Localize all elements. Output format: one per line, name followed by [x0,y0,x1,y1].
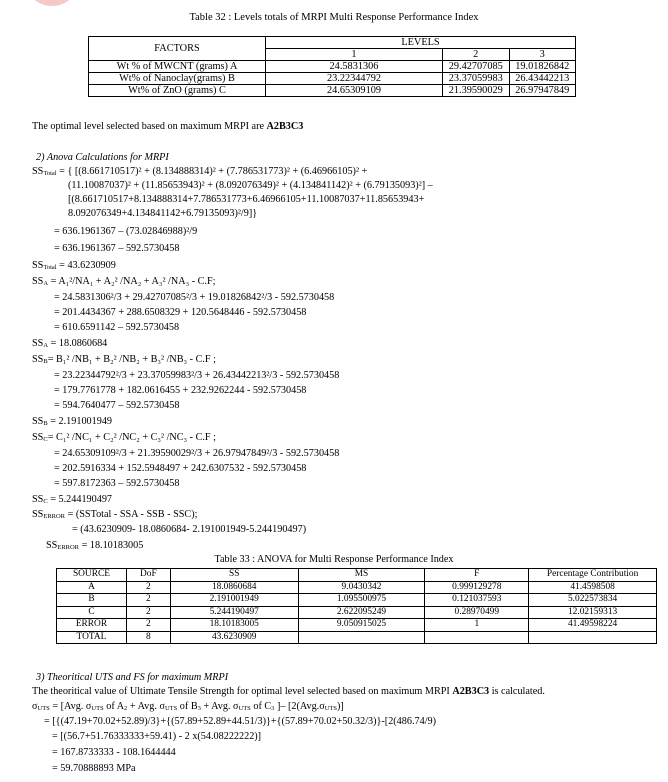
optimal-text: The optimal level selected based on maximum MRPI are [32,121,264,132]
optimal-level-statement [32,121,303,133]
section2-heading: 2) Anova Calculations for MRPI [36,152,169,163]
ss-total-line-4: 8.092076349+4.134841142+6.79135093)²/9]} [68,208,258,219]
ss-total-line-5: = 636.1961367 – (73.02846988)²/9 [54,226,198,237]
column-header: Percentage Contribution [529,569,657,582]
ss-b-line-3: = 179.7761778 + 182.0616455 + 232.9262244 - 592.5730458 [54,385,307,396]
table-row: C 2 5.244190497 2.622095249 0.28970499 12.02159313 [57,606,657,619]
ss-total-line-3: [(8.661710517+8.134888314+7.786531773+6.46966105+11.10087037+11.85653943+ [68,194,425,205]
table-row [89,73,576,85]
level-number: 3 [509,49,576,61]
ss-b-line-2: = 23.22344792²/3 + 23.37059983²/3 + 26.43442213²/3 - 592.5730458 [54,370,340,381]
column-header: MS [298,569,425,582]
table-row [89,61,576,73]
journal-logo-fragment [24,0,80,6]
value-cell: 24.5831306 [266,61,443,73]
section3-heading: 3) Theoritical UTS and FS for maximum MRPI [36,672,229,683]
ss-b-result: $SS_B = 2.191001949$ [32,416,113,427]
uts-line-3: = 167.8733333 - 108.1644444 [52,747,176,758]
ss-error-line-2: = (43.6230909- 18.0860684- 2.191001949-5.244190497) [72,524,307,535]
table-row: ERROR 2 18.10183005 9.050915025 1 41.49598224 [57,619,657,632]
value-cell: 19.01826842 [509,61,576,73]
uts-line-1: = [{(47.19+70.02+52.89)/3}+{(57.89+52.89+44.51/3)}+{(57.89+70.02+50.32/3)}-[2(486.74/9) [44,716,437,727]
value-cell: 24.65309109 [266,85,443,97]
theory-statement: The theoritical value of Ultimate Tensile Strength for optimal level selected based on maximum MRPI A2B3C3 is calculated. [32,686,545,697]
levels-header: LEVELS [266,37,576,49]
uts-formula: $\sigma_{UTS} = [Avg$. $\sigma_{UTS}$ of $A_2$ + Avg. $\sigma_{UTS}$ of $B_3$ + Avg. $\sigma_{UTS}$ of $C_3$ ]– $[2(Avg.\sigma_{UTS})]$ [32,701,344,712]
ss-total-result: $SS_{Total} = 43.6230909$ [32,260,116,271]
table-row: A 2 18.0860684 9.0430342 0.999129278 41.4598508 [57,581,657,594]
table-row: B 2 2.191001949 1.095500975 0.121037593 5.022573834 [57,594,657,607]
ss-c-result: $SS_C = 5.244190497$ [32,494,113,505]
value-cell: 21.39590029 [443,85,510,97]
table-row: TOTAL 8 43.6230909 [57,631,657,644]
uts-result: = 59.70888893 MPa [52,763,136,774]
ss-error-result: $SS_{ERROR} = 18.10183005$ [46,540,144,551]
ss-c-line-3: = 202.5916334 + 152.5948497 + 242.6307532 - 592.5730458 [54,463,307,474]
ss-b-line-4: = 594.7640477 – 592.5730458 [54,400,180,411]
ss-a-line-3: = 201.4434367 + 288.6508329 + 120.5648446 - 592.5730458 [54,307,307,318]
uts-line-2: = [(56.7+51.76333333+59.41) - 2 x(54.08222222)] [52,731,262,742]
ss-total-line-1: $SS_{Total}$ = { [(8.661710517)² + (8.134888314)² + (7.786531773)² + (6.46966105)² + [32,166,368,177]
column-header: F [425,569,529,582]
ss-a-result: $SS_A = 18.0860684$ [32,338,108,349]
ss-c-line-2: = 24.65309109²/3 + 21.39590029²/3 + 26.97947849²/3 - 592.5730458 [54,448,340,459]
ss-c-line-1: $SS_C= C_1^2$ /NC₁ + C₂² /NC₂ + C₃² /NC₃ - C.F ; [32,432,216,443]
ss-error-line-1: $SS_{ERROR}$ = (SSTotal - SSA - SSB - SSC); [32,509,198,520]
optimal-value: A2B3C3 [266,121,304,132]
ss-c-line-4: = 597.8172363 – 592.5730458 [54,478,180,489]
value-cell: 29.42707085 [443,61,510,73]
factors-header: FACTORS [89,37,266,61]
table-header-row [57,569,657,582]
level-number: 1 [266,49,443,61]
value-cell: 23.37059983 [443,73,510,85]
table33-caption: Table 33 : ANOVA for Multi Response Performance Index [214,554,454,565]
ss-total-line-2: (11.10087037)² + (11.85653943)² + (8.092076349)² + (4.134841142)² + (6.79135093)²] – [68,180,433,191]
table33-anova [56,568,657,644]
table32-levels-totals [88,36,576,97]
ss-a-line-4: = 610.6591142 – 592.5730458 [54,322,180,333]
factor-cell: Wt% of ZnO (grams) C [89,85,266,97]
ss-a-line-1: $SS_A = A_1^2/NA_1 + A_2^2$ /NA₂ + A₃² /NA₃ - C.F; [32,276,216,287]
column-header: SS [170,569,298,582]
table-row [89,85,576,97]
value-cell: 26.97947849 [509,85,576,97]
value-cell: 23.22344792 [266,73,443,85]
ss-b-line-1: $SS_B= B_1^2$ /NB₁ + B₂² /NB₂ + B₃² /NB₃ - C.F ; [32,354,216,365]
column-header: DoF [126,569,170,582]
value-cell: 26.43442213 [509,73,576,85]
ss-a-line-2: = 24.5831306²/3 + 29.42707085²/3 + 19.01826842²/3 - 592.5730458 [54,292,335,303]
column-header: SOURCE [57,569,127,582]
table32-caption: Table 32 : Levels totals of MRPI Multi Response Performance Index [189,12,479,23]
factor-cell: Wt% of Nanoclay(grams) B [89,73,266,85]
ss-total-line-6: = 636.1961367 – 592.5730458 [54,243,180,254]
factor-cell: Wt % of MWCNT (grams) A [89,61,266,73]
level-number: 2 [443,49,510,61]
